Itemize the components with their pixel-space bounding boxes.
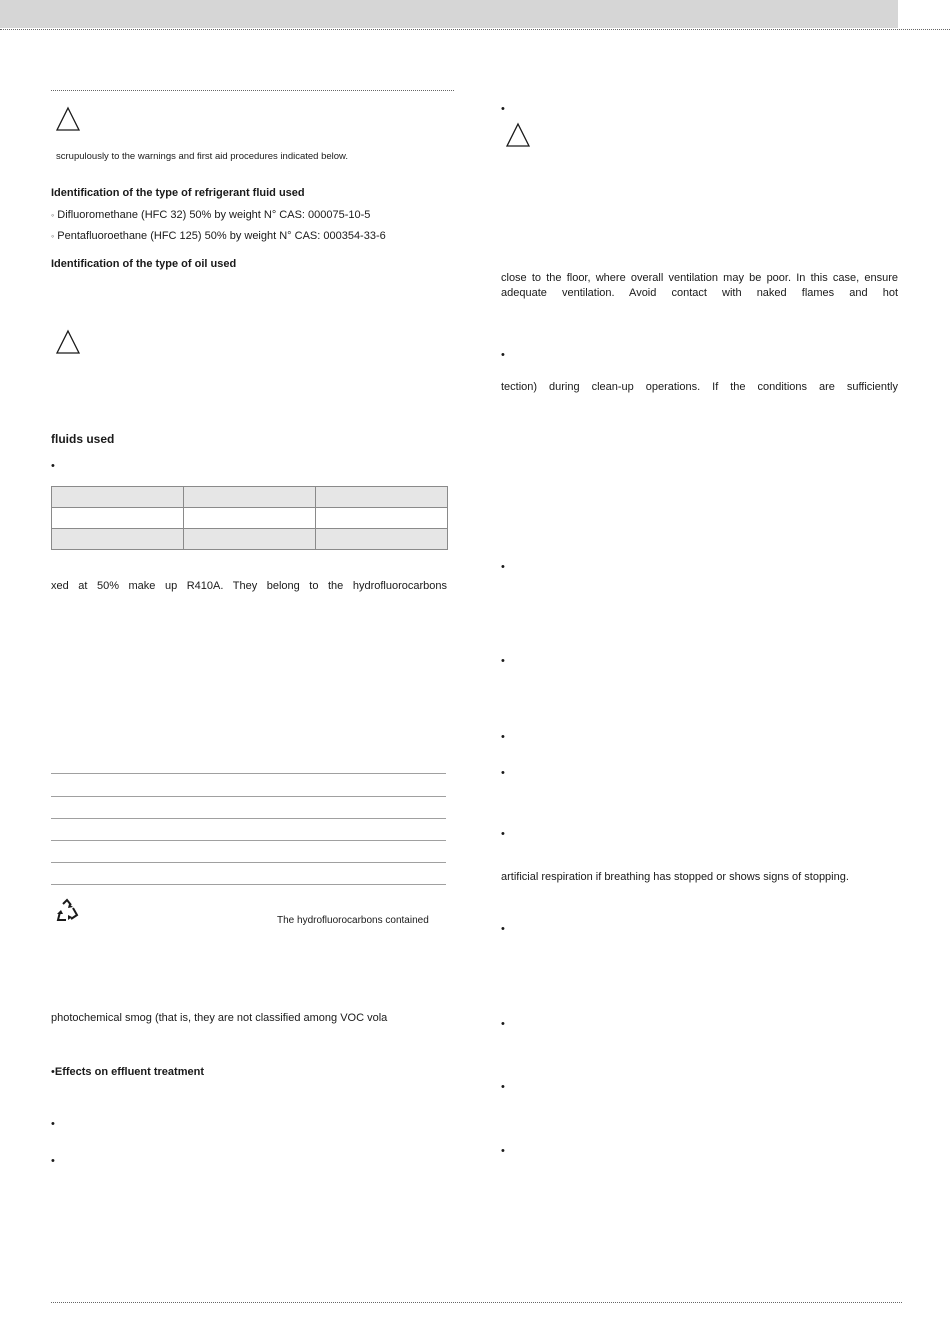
circle-bullet-icon: ◦ — [51, 210, 55, 220]
mixture-text: xed at 50% make up R410A. They belong to the hydrofluorocarbons — [51, 580, 447, 592]
respiration-text: artificial respiration if breathing has stopped or shows signs of stopping. — [501, 871, 849, 883]
table-cell — [184, 487, 316, 508]
recycle-icon — [54, 898, 80, 924]
bullet-icon: • — [501, 731, 505, 743]
recycle-text: The hydrofluorocarbons contained — [277, 915, 429, 926]
footer-divider — [51, 1302, 902, 1303]
ventilation-text: close to the floor, where overall ventilation may be poor. In this case, ensure adequate ventilation. Avoid contact with naked flames and hot — [501, 272, 898, 299]
refrigerant-heading: Identification of the type of refrigerant fluid used — [51, 187, 305, 199]
table-cell — [316, 529, 448, 550]
rule-line — [51, 884, 446, 885]
bullet-icon: • — [501, 1018, 505, 1030]
circle-bullet-icon: ◦ — [51, 231, 55, 241]
table-row — [52, 508, 448, 529]
cleanup-text: tection) during clean-up operations. If the conditions are sufficiently — [501, 381, 898, 393]
warning-icon — [55, 329, 81, 355]
effluent-heading — [51, 1065, 204, 1079]
table-cell — [184, 529, 316, 550]
smog-text: photochemical smog (that is, they are not classified among VOC vola — [51, 1012, 388, 1024]
table-cell — [52, 529, 184, 550]
refrigerant-item-1 — [51, 208, 370, 222]
effluent-heading-label: Effects on effluent treatment — [54, 1066, 204, 1078]
refrigerant-item-label: Difluoromethane (HFC 32) 50% by weight N° CAS: 000075-10-5 — [57, 209, 371, 221]
table-cell — [52, 508, 184, 529]
bullet-icon: • — [51, 460, 55, 472]
rule-line — [51, 840, 446, 841]
bullet-icon: • — [51, 1118, 55, 1130]
bullet-icon: • — [51, 1066, 55, 1078]
rule-line — [51, 862, 446, 863]
refrigerant-item-label: Pentafluoroethane (HFC 125) 50% by weight N° CAS: 000354-33-6 — [57, 230, 386, 242]
header-divider — [0, 29, 950, 30]
bullet-icon: • — [501, 923, 505, 935]
fluids-table — [51, 486, 448, 550]
table-cell — [316, 487, 448, 508]
fluids-heading: fluids used — [51, 432, 115, 446]
warning-icon — [55, 106, 81, 132]
bullet-icon: • — [501, 828, 505, 840]
header-band — [0, 0, 898, 28]
bullet-icon: • — [501, 655, 505, 667]
section-divider — [51, 90, 454, 91]
refrigerant-item-2 — [51, 229, 386, 243]
table-cell — [52, 487, 184, 508]
table-cell — [316, 508, 448, 529]
bullet-icon: • — [501, 561, 505, 573]
table-row — [52, 487, 448, 508]
rule-line — [51, 818, 446, 819]
rule-line — [51, 773, 446, 774]
bullet-icon: • — [501, 103, 505, 115]
bullet-icon: • — [501, 767, 505, 779]
bullet-icon: • — [501, 349, 505, 361]
bullet-icon: • — [501, 1145, 505, 1157]
table-cell — [184, 508, 316, 529]
table-row — [52, 529, 448, 550]
warning-text: scrupulously to the warnings and first aid procedures indicated below. — [56, 151, 349, 162]
bullet-icon: • — [51, 1155, 55, 1167]
bullet-icon: • — [501, 1081, 505, 1093]
rule-line — [51, 796, 446, 797]
oil-heading: Identification of the type of oil used — [51, 258, 237, 270]
warning-icon — [505, 122, 531, 148]
